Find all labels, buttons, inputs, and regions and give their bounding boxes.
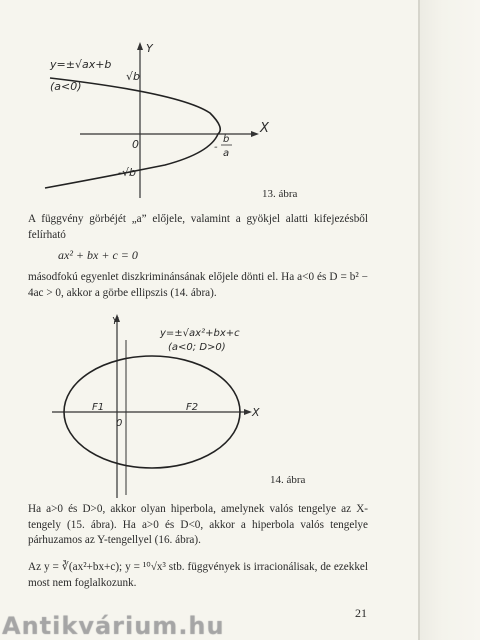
- intercept-minus: -: [214, 142, 218, 153]
- paragraph-2: másodfokú egyenlet diszkriminánsának előjele dönti el. Ha a<0 és D = b² − 4ac > 0, akkor a görbe ellipszis (14. ábra).: [28, 271, 368, 299]
- intercept-denominator: a: [223, 148, 230, 159]
- sqrt-b-negative: -√b: [118, 166, 136, 179]
- facing-page-edge: [418, 0, 480, 640]
- paragraph-4: Az y = ∛(ax²+bx+c); y = ¹⁰√x³ stb. függvények is irracionálisak, de ezekkel most nem foglalkozunk.: [28, 561, 368, 589]
- focus-f1-label: F1: [92, 402, 105, 413]
- page-number: 21: [355, 606, 367, 620]
- focus-f2-label: F2: [186, 402, 199, 413]
- condition-label: (a<0): [50, 80, 82, 93]
- eq-label: y=±√ax+b: [50, 58, 112, 71]
- y-axis-label: Y: [146, 42, 153, 55]
- sqrt-b-positive: √b: [126, 70, 140, 83]
- paragraph-1: A függvény görbéjét „a” előjele, valamint a gyökjel alatti kifejezésből felírható: [28, 213, 368, 241]
- figure-14-ellipse: [40, 310, 270, 500]
- condition-label: (a<0; D>0): [168, 342, 226, 353]
- intercept-numerator: b: [223, 134, 230, 145]
- figure-13-caption: 13. ábra: [262, 188, 298, 200]
- formula-quadratic: ax² + bx + c = 0: [58, 248, 138, 262]
- origin-label: 0: [116, 418, 123, 429]
- x-axis-label: X: [260, 121, 269, 136]
- paragraph-3: Ha a>0 és D>0, akkor olyan hiperbola, amelynek valós tengelye az X-tengely (15. ábra). Ha a>0 és D<0, akkor a hiperbola valós tengelye párhuzamos az Y-tengellyel (16. ábra).: [28, 503, 368, 546]
- watermark: Antikvárium.hu: [2, 612, 225, 640]
- y-axis-label: Y: [112, 316, 119, 327]
- x-axis-label: X: [252, 406, 260, 419]
- figure-13-parabola: [40, 38, 290, 198]
- origin-label: 0: [132, 138, 139, 151]
- figure-14-caption: 14. ábra: [270, 474, 306, 486]
- eq-label: y=±√ax²+bx+c: [160, 328, 240, 339]
